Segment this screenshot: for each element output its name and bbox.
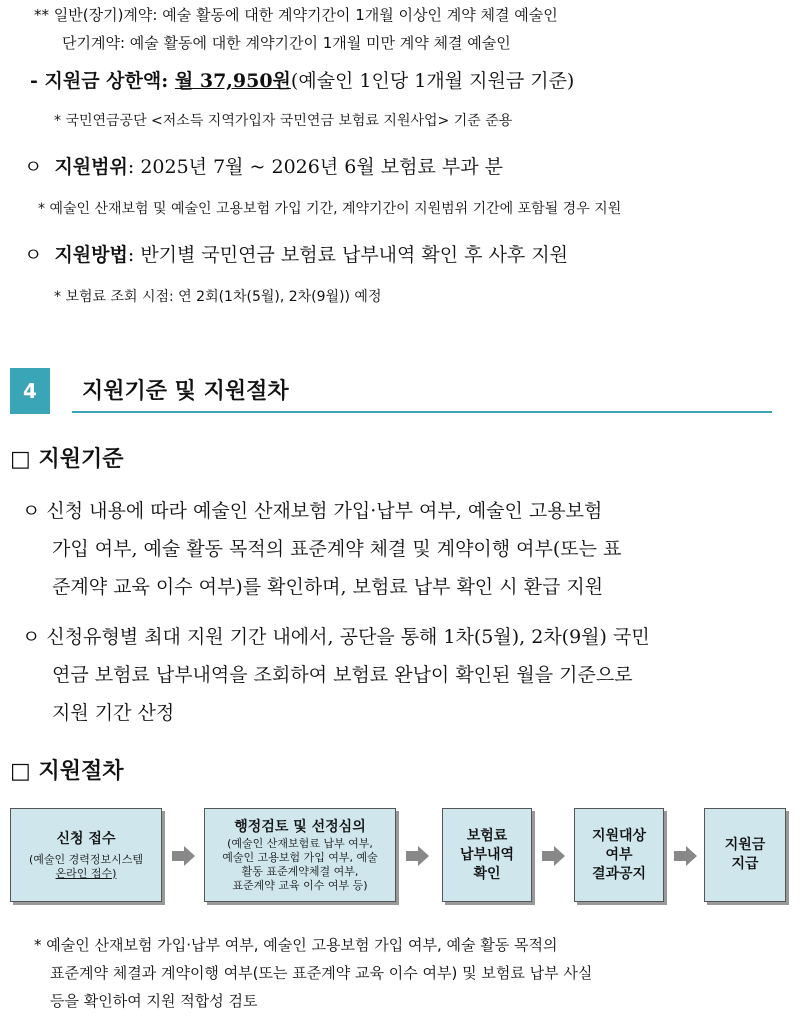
- support-method-text: : 반기별 국민연금 보험료 납부내역 확인 후 사후 지원: [127, 244, 569, 266]
- criteria-p2-line2: 연금 보험료 납부내역을 조회하여 보험료 완납이 확인된 월을 기준으로: [52, 664, 633, 686]
- support-range-note: * 예술인 산재보험 및 예술인 고용보험 가입 기간, 계약기간이 지원범위 기간에 포함될 경우 지원: [38, 201, 622, 217]
- step-title: 납부내역: [459, 846, 515, 863]
- section-divider: [72, 411, 772, 413]
- step-desc: 예술인 고용보험 가입 여부, 예술: [222, 850, 378, 864]
- step-desc: 활동 표준계약체결 여부,: [241, 864, 359, 878]
- criteria-p2-line1: ㅇ 신청유형별 최대 지원 기간 내에서, 공단을 통해 1차(5월), 2차(9월) 국민: [22, 626, 650, 648]
- criteria-p2-line3: 지원 기간 산정: [52, 702, 175, 724]
- arrow-right-icon: [674, 851, 686, 861]
- support-cap-detail: (예술인 1인당 1개월 지원금 기준): [290, 70, 575, 92]
- step-review: [204, 808, 396, 902]
- support-range-line: [24, 152, 503, 179]
- step-title: 결과공지: [591, 865, 647, 882]
- step-payout: [704, 808, 786, 902]
- step-title: 지원대상: [591, 827, 647, 844]
- section-number: 4: [10, 368, 50, 414]
- arrow-right-icon: [406, 851, 418, 861]
- arrow-right-icon: [686, 846, 697, 866]
- step-title: 보험료: [466, 827, 508, 844]
- step-title: 지급: [731, 856, 759, 872]
- step-application: [10, 808, 162, 902]
- arrow-right-icon: [418, 846, 429, 866]
- bullet-circle: ㅇ: [24, 244, 43, 266]
- arrow-right-icon: [172, 851, 184, 861]
- contract-type-short: 단기계약: 예술 활동에 대한 계약기간이 1개월 미만 계약 체결 예술인: [62, 34, 511, 52]
- step-desc-online: 온라인 접수): [55, 866, 117, 880]
- procedure-note-line1: * 예술인 산재보험 가입·납부 여부, 예술인 고용보험 가입 여부, 예술 활동 목적의: [34, 936, 558, 954]
- bullet-circle: ㅇ: [24, 156, 43, 178]
- step-result-notice: [574, 808, 664, 902]
- section-title: 지원기준 및 지원절차: [82, 379, 289, 404]
- step-title: 지원금: [724, 837, 766, 853]
- step-desc: (예술인 산재보험료 납부 여부,: [227, 836, 373, 850]
- support-cap-label: - 지원금 상한액:: [30, 70, 175, 92]
- step-title: 신청 접수: [56, 830, 116, 847]
- criteria-p1-line1: ㅇ 신청 내용에 따라 예술인 산재보험 가입·납부 여부, 예술인 고용보험: [22, 500, 603, 522]
- contract-type-long: ** 일반(장기)계약: 예술 활동에 대한 계약기간이 1개월 이상인 계약 체결 예술인: [34, 6, 558, 24]
- procedure-note-line3: 등을 확인하여 지원 적합성 검토: [50, 992, 258, 1010]
- criteria-p1-line2: 가입 여부, 예술 활동 목적의 표준계약 체결 및 계약이행 여부(또는 표: [52, 538, 622, 560]
- support-range-text: : 2025년 7월 ~ 2026년 6월 보험료 부과 분: [127, 156, 503, 178]
- step-payment-check: [442, 808, 532, 902]
- support-cap-line: [30, 66, 574, 93]
- section-header: [10, 368, 772, 414]
- support-method-label: 지원방법: [54, 244, 128, 266]
- criteria-heading: □ 지원기준: [10, 447, 124, 472]
- step-desc: 표준계약 교육 이수 여부 등): [232, 878, 368, 892]
- support-range-label: 지원범위: [54, 156, 128, 178]
- procedure-heading: □ 지원절차: [10, 759, 124, 784]
- support-method-line: [24, 240, 568, 267]
- arrow-right-icon: [184, 846, 195, 866]
- step-title: 행정검토 및 선정심의: [234, 818, 366, 835]
- step-title: 확인: [473, 865, 501, 882]
- step-desc: (예술인 경력정보시스템: [28, 852, 144, 866]
- arrow-right-icon: [542, 851, 554, 861]
- step-title: 여부: [605, 846, 633, 863]
- procedure-note-line2: 표준계약 체결과 계약이행 여부(또는 표준계약 교육 이수 여부) 및 보험료 납부 사실: [50, 964, 593, 982]
- arrow-right-icon: [554, 846, 565, 866]
- criteria-p1-line3: 준계약 교육 이수 여부)를 확인하며, 보험료 납부 확인 시 환급 지원: [52, 576, 604, 598]
- support-cap-value: 월 37,950원: [174, 70, 291, 92]
- support-cap-note: * 국민연금공단 <저소득 지역가입자 국민연금 보험료 지원사업> 기준 준용: [54, 113, 513, 129]
- support-method-note: * 보험료 조회 시점: 연 2회(1차(5월), 2차(9월)) 예정: [54, 289, 382, 305]
